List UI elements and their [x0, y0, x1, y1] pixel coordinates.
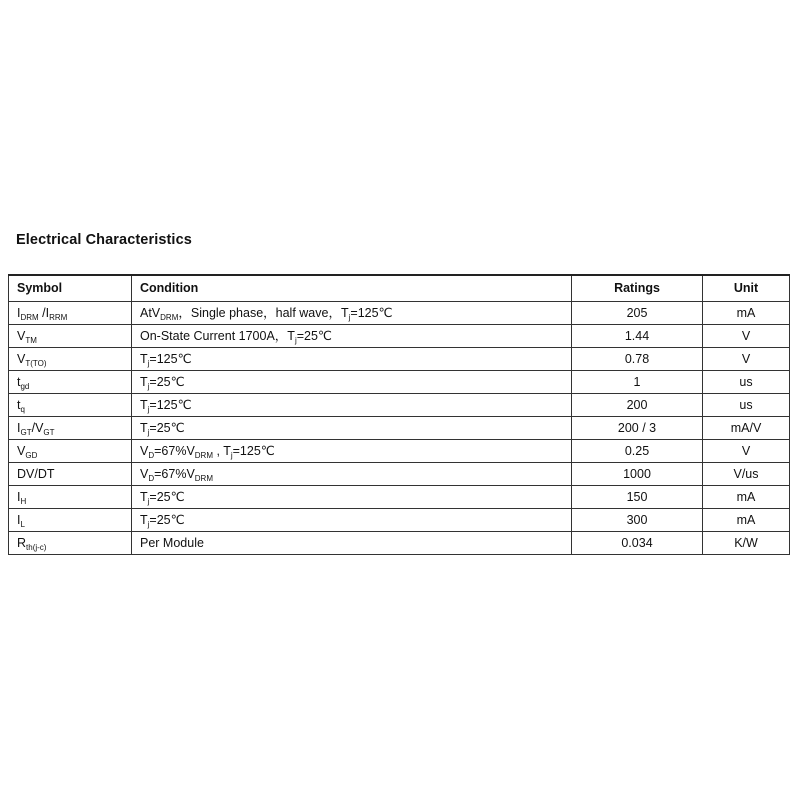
cell-ratings: 0.78	[572, 348, 703, 371]
subscript-text: j	[230, 451, 233, 460]
text-segment: =67%V	[154, 467, 195, 481]
cell-condition	[132, 532, 572, 555]
text-segment: /V	[31, 421, 44, 435]
subscript-text: j	[147, 520, 150, 529]
subscript-text: j	[147, 382, 150, 391]
cell-unit: V	[703, 440, 790, 463]
text-segment: ，Single phase，half wave，T	[178, 306, 349, 320]
subscript-text: GT	[20, 428, 32, 437]
cell-symbol	[9, 440, 132, 463]
column-header-unit: Unit	[703, 275, 790, 302]
table-row	[9, 463, 790, 486]
cell-unit: mA	[703, 509, 790, 532]
subscript-text: j	[147, 359, 150, 368]
text-segment: t	[17, 375, 21, 389]
section-title: Electrical Characteristics	[16, 232, 192, 248]
cell-unit: V	[703, 348, 790, 371]
cell-unit: V	[703, 325, 790, 348]
table-row	[9, 371, 790, 394]
table-body	[9, 302, 790, 555]
subscript-text: j	[348, 313, 351, 322]
subscript-text: H	[20, 497, 27, 506]
subscript-text: L	[20, 520, 25, 529]
text-segment: t	[17, 398, 21, 412]
electrical-characteristics-table	[8, 274, 790, 555]
cell-unit: us	[703, 371, 790, 394]
cell-symbol	[9, 486, 132, 509]
text-segment: AtV	[140, 306, 161, 320]
cell-symbol	[9, 417, 132, 440]
text-segment: =25℃	[149, 490, 185, 504]
cell-symbol	[9, 302, 132, 325]
text-segment: I	[17, 421, 21, 435]
text-segment: V	[17, 352, 26, 366]
cell-unit: mA	[703, 302, 790, 325]
cell-symbol	[9, 509, 132, 532]
cell-ratings: 200	[572, 394, 703, 417]
subscript-text: DRM	[194, 474, 213, 483]
cell-unit: K/W	[703, 532, 790, 555]
subscript-text: j	[294, 336, 297, 345]
text-segment: I	[17, 490, 21, 504]
cell-ratings: 1.44	[572, 325, 703, 348]
cell-ratings: 1	[572, 371, 703, 394]
subscript-text: D	[148, 474, 155, 483]
text-segment: DV/DT	[17, 467, 55, 481]
text-segment: =125℃	[149, 398, 192, 412]
cell-ratings: 0.25	[572, 440, 703, 463]
subscript-text: TM	[25, 336, 37, 345]
cell-ratings: 300	[572, 509, 703, 532]
cell-condition	[132, 509, 572, 532]
subscript-text: j	[147, 428, 150, 437]
cell-ratings: 150	[572, 486, 703, 509]
cell-condition	[132, 463, 572, 486]
cell-ratings: 0.034	[572, 532, 703, 555]
text-segment: V	[140, 467, 149, 481]
cell-condition	[132, 371, 572, 394]
column-header-symbol: Symbol	[9, 275, 132, 302]
table-row	[9, 509, 790, 532]
cell-unit: us	[703, 394, 790, 417]
subscript-text: DRM	[20, 313, 39, 322]
text-segment: =25℃	[149, 513, 185, 527]
table-row	[9, 325, 790, 348]
table-row	[9, 532, 790, 555]
cell-ratings: 1000	[572, 463, 703, 486]
table-row	[9, 348, 790, 371]
table-row	[9, 302, 790, 325]
text-segment: Per Module	[140, 536, 204, 550]
table-header-row	[9, 275, 790, 302]
text-segment: =125℃	[232, 444, 275, 458]
cell-symbol	[9, 348, 132, 371]
subscript-text: th(j-c)	[26, 543, 47, 552]
cell-condition	[132, 440, 572, 463]
subscript-text: RRM	[49, 313, 68, 322]
text-segment: T	[140, 490, 148, 504]
text-segment: R	[17, 536, 27, 550]
text-segment: =125℃	[350, 306, 393, 320]
text-segment: T	[140, 375, 148, 389]
cell-condition	[132, 302, 572, 325]
cell-symbol	[9, 371, 132, 394]
cell-unit: V/us	[703, 463, 790, 486]
text-segment: , T	[213, 444, 231, 458]
column-header-ratings: Ratings	[572, 275, 703, 302]
subscript-text: j	[147, 497, 150, 506]
subscript-text: T(TO)	[25, 359, 47, 368]
subscript-text: DRM	[160, 313, 179, 322]
text-segment: V	[17, 444, 26, 458]
table-row	[9, 440, 790, 463]
subscript-text: D	[148, 451, 155, 460]
cell-unit: mA	[703, 486, 790, 509]
text-segment: =67%V	[154, 444, 195, 458]
cell-condition	[132, 417, 572, 440]
table-row	[9, 417, 790, 440]
text-segment: =125℃	[149, 352, 192, 366]
text-segment: I	[17, 513, 21, 527]
text-segment: =25℃	[296, 329, 332, 343]
cell-ratings: 205	[572, 302, 703, 325]
text-segment: =25℃	[149, 421, 185, 435]
column-header-condition: Condition	[132, 275, 572, 302]
cell-symbol	[9, 463, 132, 486]
text-segment: T	[140, 513, 148, 527]
text-segment: V	[17, 329, 26, 343]
subscript-text: gd	[20, 382, 30, 391]
cell-unit: mA/V	[703, 417, 790, 440]
table-row	[9, 394, 790, 417]
text-segment: T	[140, 398, 148, 412]
cell-condition	[132, 348, 572, 371]
cell-symbol	[9, 325, 132, 348]
table-row	[9, 486, 790, 509]
text-segment: On-State Current 1700A，T	[140, 329, 295, 343]
text-segment: T	[140, 352, 148, 366]
text-segment: T	[140, 421, 148, 435]
cell-symbol	[9, 532, 132, 555]
subscript-text: q	[20, 405, 25, 414]
text-segment: =25℃	[149, 375, 185, 389]
subscript-text: DRM	[194, 451, 213, 460]
cell-condition	[132, 486, 572, 509]
cell-condition	[132, 325, 572, 348]
cell-ratings: 200 / 3	[572, 417, 703, 440]
subscript-text: GD	[25, 451, 38, 460]
text-segment: /I	[38, 306, 50, 320]
cell-symbol	[9, 394, 132, 417]
text-segment: I	[17, 306, 21, 320]
subscript-text: GT	[43, 428, 55, 437]
cell-condition	[132, 394, 572, 417]
text-segment: V	[140, 444, 149, 458]
subscript-text: j	[147, 405, 150, 414]
